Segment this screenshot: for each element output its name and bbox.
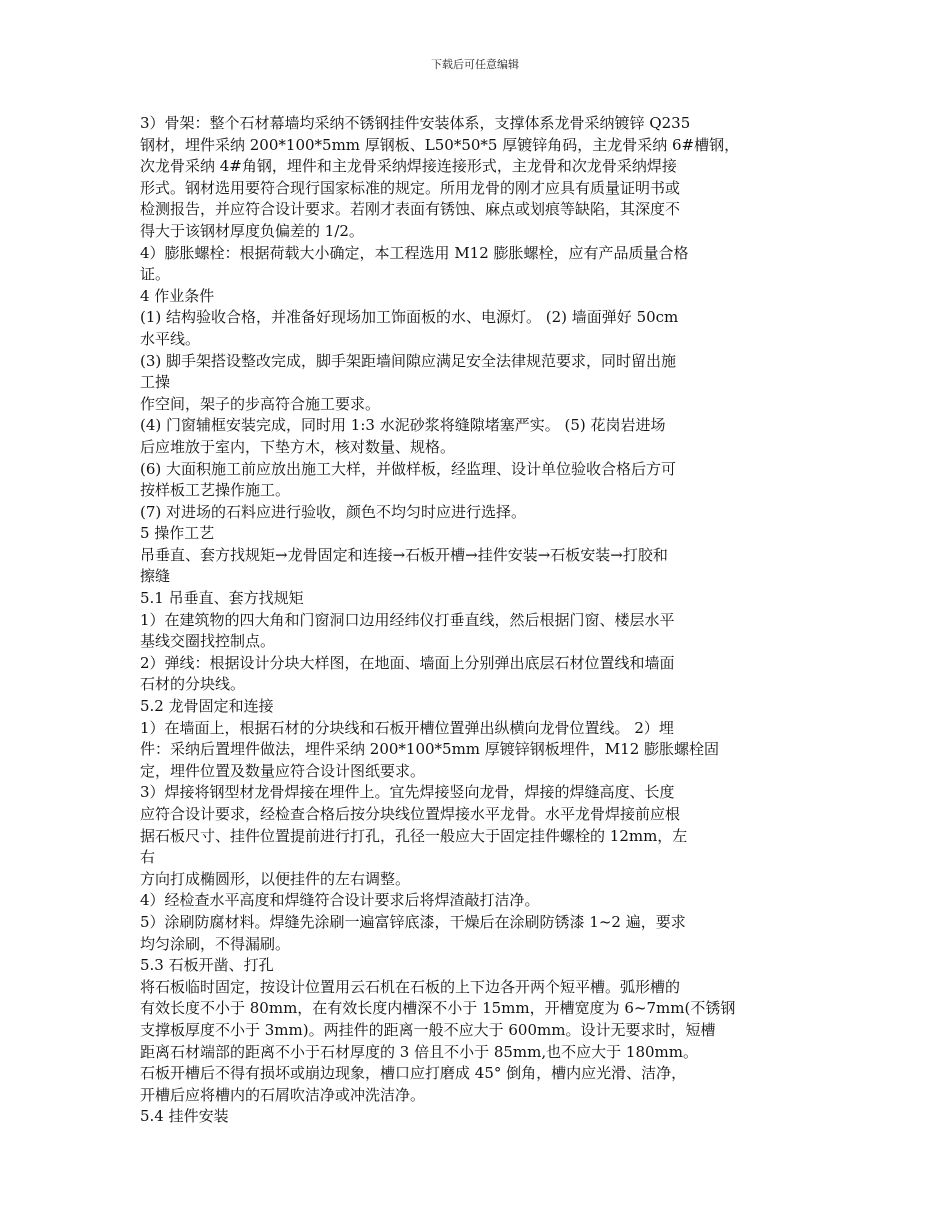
body-line: 4）经检查水平高度和焊缝符合设计要求后将焊渣敲打洁净。 [140,891,540,910]
body-line: 5）涂刷防腐材料。焊缝先涂刷一遍富锌底漆，干燥后在涂刷防锈漆 1~2 遍，要求 [140,912,686,931]
section-heading: 5.4 挂件安装 [140,1107,229,1126]
body-line: 件：采纳后置埋件做法，埋件采纳 200*100*5mm 厚镀锌钢板埋件，M12 膨胀螺栓固 [140,740,720,759]
body-line: 检测报告，并应符合设计要求。若刚才表面有锈蚀、麻点或划痕等缺陷，其深度不 [140,200,681,219]
body-line: 次龙骨采纳 4#角钢，埋件和主龙骨采纳焊接连接形式，主龙骨和次龙骨采纳焊接 [140,157,677,176]
body-line: 吊垂直、套方找规矩→龙骨固定和连接→石板开槽→挂件安装→石板安装→打胶和 [140,545,668,564]
body-line: 工操 [140,373,171,392]
body-line: 开槽后应将槽内的石屑吹洁净或冲洗洁净。 [140,1085,426,1104]
body-line: 石板开槽后不得有损坏或崩边现象，槽口应打磨成 45° 倒角，槽内应光滑、洁净， [140,1064,687,1083]
body-line: 钢材，埋件采纳 200*100*5mm 厚钢板、L50*50*5 厚镀锌角码，主龙骨采纳 6#槽钢， [140,135,740,154]
document-body [140,113,816,1128]
body-line: 均匀涂刷，不得漏刷。 [140,934,291,953]
section-heading: 5.3 石板开凿、打孔 [140,956,274,975]
body-line: 应符合设计要求，经检查合格后按分块线位置焊接水平龙骨。水平龙骨焊接前应根 [140,805,681,823]
body-line: 水平线。 [140,329,201,348]
body-line: (1) 结构验收合格，并准备好现场加工饰面板的水、电源灯。 (2) 墙面弹好 50cm [140,308,679,327]
body-line: 右 [140,848,156,867]
body-line: 1）在建筑物的四大角和门窗洞口边用经纬仪打垂直线，然后根据门窗、楼层水平 [140,610,675,629]
body-line: (3) 脚手架搭设整改完成，脚手架距墙间隙应满足安全法律规范要求，同时留出施 [140,351,677,370]
body-line: 据石板尺寸、挂件位置提前进行打孔，孔径一般应大于固定挂件螺栓的 12mm，左 [140,826,688,845]
body-line: 方向打成椭圆形，以便挂件的左右调整。 [140,869,411,888]
section-heading: 5.2 龙骨固定和连接 [140,697,274,716]
body-line: (7) 对进场的石料应进行验收，颜色不均匀时应进行选择。 [140,502,527,521]
section-heading: 5.1 吊垂直、套方找规矩 [140,589,304,608]
section-heading: 5 操作工艺 [140,524,215,543]
body-line: 1）在墙面上，根据石材的分块线和石板开槽位置弹出纵横向龙骨位置线。 2）埋 [140,718,674,737]
body-line: 有效长度不小于 80mm，在有效长度内槽深不小于 15mm，开槽宽度为 6~7mm(不锈钢 [140,999,736,1018]
body-line: 3）骨架：整个石材幕墙均采纳不锈钢挂件安装体系，支撑体系龙骨采纳镀锌 Q235 [140,114,691,132]
body-line: 后应堆放于室内，下垫方木，核对数量、规格。 [140,437,456,456]
body-line: 得大于该钢材厚度负偏差的 1/2。 [140,221,364,240]
section-heading: 4 作业条件 [140,286,215,305]
body-line: 按样板工艺操作施工。 [140,481,291,500]
body-line: 证。 [140,265,171,284]
body-line: 形式。钢材选用要符合现行国家标准的规定。所用龙骨的刚才应具有质量证明书或 [140,178,681,197]
body-line: 擦缝 [140,567,171,586]
body-line: 定，埋件位置及数量应符合设计图纸要求。 [140,761,426,780]
body-line: 2）弹线：根据设计分块大样图，在地面、墙面上分别弹出底层石材位置线和墙面 [140,653,675,672]
body-line: 3）焊接将钢型材龙骨焊接在埋件上。宜先焊接竖向龙骨，焊接的焊缝高度、长度 [140,783,675,802]
body-line: (6) 大面积施工前应放出施工大样，并做样板，经监理、设计单位验收合格后方可 [140,459,677,478]
body-line: 将石板临时固定，按设计位置用云石机在石板的上下边各开两个短平槽。弧形槽的 [140,977,681,996]
page-header-note: 下载后可任意编辑 [431,58,519,71]
body-line: 支撑板厚度不小于 3mm)。两挂件的距离一般不应大于 600mm。设计无要求时，短槽 [140,1020,716,1039]
body-line: (4) 门窗辅框安装完成，同时用 1:3 水泥砂浆将缝隙堵塞严实。 (5) 花岗岩进场 [140,416,666,435]
body-line: 距离石材端部的距离不小于石材厚度的 3 倍且不小于 85mm,也不应大于 180mm。 [140,1042,698,1061]
body-line: 作空间，架子的步高符合施工要求。 [140,394,381,413]
body-line: 基线交圈找控制点。 [140,632,276,651]
body-line: 4）膨胀螺栓：根据荷载大小确定，本工程选用 M12 膨胀螺栓，应有产品质量合格 [140,243,689,262]
body-line: 石材的分块线。 [140,675,246,694]
